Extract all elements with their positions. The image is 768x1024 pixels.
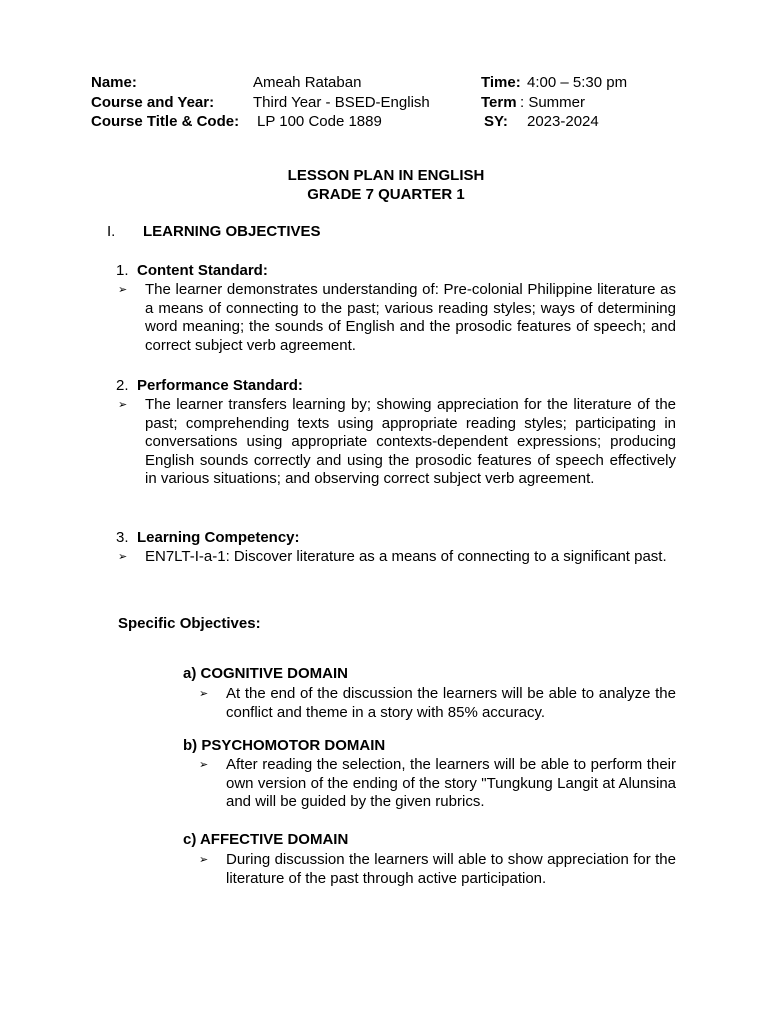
content-standard-heading [116, 262, 268, 281]
item-number: 2. [116, 377, 129, 394]
arrow-bullet-icon: ➢ [199, 854, 209, 866]
term-label: Term [481, 93, 517, 111]
arrow-bullet-icon: ➢ [118, 284, 128, 296]
name-label: Name: [91, 74, 137, 91]
item-label: Performance Standard: [137, 377, 303, 394]
content-standard-bullet [118, 281, 676, 355]
learning-competency-heading [116, 529, 300, 548]
arrow-bullet-icon: ➢ [118, 551, 128, 563]
affective-domain-bullet [199, 851, 676, 888]
sy-value: 2023-2024 [527, 113, 599, 130]
affective-domain-heading: c) AFFECTIVE DOMAIN [183, 831, 349, 848]
course-label: Course and Year: [91, 93, 215, 111]
item-label: Content Standard: [137, 262, 268, 279]
item-number: 3. [116, 529, 129, 546]
time-label: Time: [481, 74, 521, 91]
bullet-text: The learner demonstrates understanding of: Pre-colonial Philippine literature as a means of connecting to the past; various reading styles; ways of determining word meaning; the sounds of English and the prosodic features of speech; and correct subject verb agreement. [145, 281, 676, 354]
section-numeral: I. [107, 223, 116, 240]
course-title-code-value: LP 100 Code 1889 [257, 113, 382, 130]
cognitive-domain-heading: a) COGNITIVE DOMAIN [183, 665, 349, 682]
item-label: Learning Competency: [137, 529, 300, 546]
specific-objectives-heading: Specific Objectives: [118, 615, 261, 632]
arrow-bullet-icon: ➢ [199, 688, 209, 700]
arrow-bullet-icon: ➢ [199, 759, 209, 771]
name-value: Ameah Rataban [253, 74, 362, 91]
course-title-code-label: Course Title & Code: [91, 113, 240, 130]
bullet-text: During discussion the learners will able to show appreciation for the literature of the past through active participation. [226, 851, 676, 887]
document-title: LESSON PLAN IN ENGLISH [287, 167, 485, 184]
item-number: 1. [116, 262, 129, 279]
learning-competency-bullet [118, 548, 676, 567]
bullet-text: EN7LT-I-a-1: Discover literature as a means of connecting to a significant past. [145, 548, 667, 565]
performance-standard-bullet [118, 396, 676, 489]
bullet-text: The learner transfers learning by; showing appreciation for the literature of the past; comprehending texts using appropriate reading styles; participating in conversations using appropriate contexts-dependent expressions; producing English sounds correctly and using the prosodic features of speech effectively in various situations; and observing correct subject verb agreement. [145, 396, 676, 487]
document-subtitle: GRADE 7 QUARTER 1 [307, 186, 465, 203]
cognitive-domain-bullet [199, 685, 676, 722]
info-row-name [91, 74, 691, 94]
bullet-text: At the end of the discussion the learners will be able to analyze the conflict and theme in a story with 85% accuracy. [226, 685, 676, 721]
psychomotor-domain-heading: b) PSYCHOMOTOR DOMAIN [183, 737, 386, 754]
info-row-title-code [91, 113, 691, 133]
header-info [91, 74, 691, 133]
section-heading: LEARNING OBJECTIVES [143, 223, 321, 240]
course-value: Third Year - BSED-English [253, 93, 430, 111]
term-value: : Summer [520, 93, 586, 111]
sy-label: SY: [484, 113, 508, 130]
performance-standard-heading [116, 377, 303, 396]
info-row-course [91, 94, 691, 114]
arrow-bullet-icon: ➢ [118, 399, 128, 411]
time-value: 4:00 – 5:30 pm [527, 74, 628, 91]
bullet-text: After reading the selection, the learners will be able to perform their own version of the ending of the story "Tungkung Langit at Alunsina and will be guided by the given rubrics. [226, 756, 676, 810]
psychomotor-domain-bullet [199, 756, 676, 812]
